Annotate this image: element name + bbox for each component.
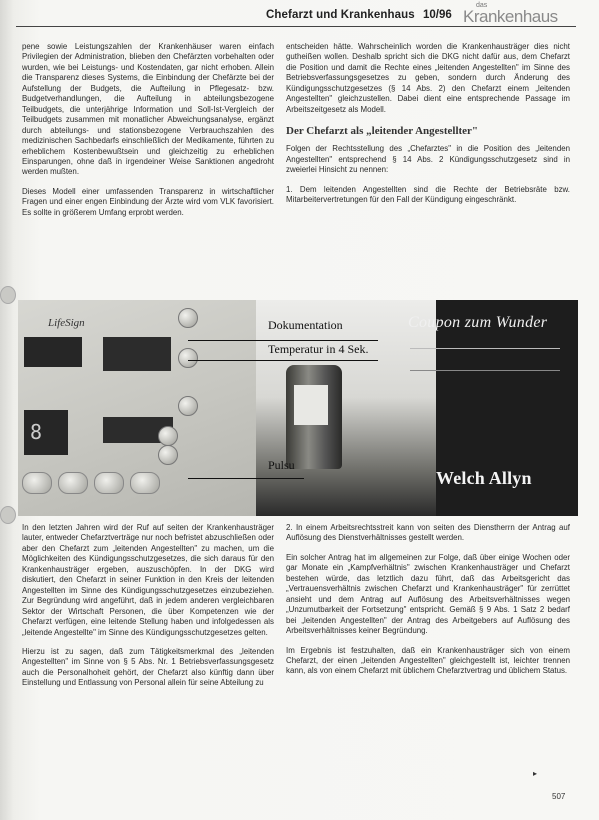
- end-mark: ▸: [533, 769, 538, 778]
- column-bottom-right: [286, 523, 570, 788]
- callout-pulse: Pulsu: [268, 458, 295, 472]
- probe-label: [294, 385, 328, 425]
- magazine-logo-prefix: das: [476, 2, 488, 9]
- device-button: [94, 472, 124, 494]
- paragraph: Dieses Modell einer umfassenden Transparenz in wirtschaftlicher Fragen und einer engen Einbindung der Ärzte wird vom VLK favorisiert. Es sollte in größerem Umfang erprobt werden.: [22, 186, 274, 217]
- paragraph: pene sowie Leistungszahlen der Krankenhäuser waren einfach Privilegien der Administration, blieben den Chefärzten vorbehalten oder wurden, wie bei Leistungs- und Kostendaten, gar nicht erhoben. Allein die Transparenz dieses Systems, die Einbindung der Chefärzte bei der Aufstellung der Budgets, die Aufteilung in Pflegesatz- bzw. Budgetverhandlungen, die Aufteilung in abteilungsbezogene Teilbudgets, die unterjährige Information und Soll-Ist-Vergleich der Teilbudgets zusammen mit monatlicher Abweichungsanalyse, ergänzt durch abteilungs- und stationsbezogene Verbrauchszahlen des medizinischen Sachbedarfs einschließlich der Medikamente, führten zu erheblichem Kostenbewußtsein und gleichzeitig zu erheblichen Einsparungen, ohne daß in irgendeiner Weise Sanktionen angedroht werden mußten.: [22, 42, 274, 177]
- callout-line: [188, 340, 378, 341]
- device-button: [22, 472, 52, 494]
- device-knob: [158, 426, 178, 446]
- device-knob: [178, 396, 198, 416]
- running-header-title: Chefarzt und Krankenhaus: [266, 9, 415, 21]
- paragraph: Hierzu ist zu sagen, daß zum Tätigkeitsmerkmal des „leitenden Angestellten" im Sinne von § 5 Abs. Nr. 1 Betriebsverfassungsgesetz auch die Personalhoheit gehört, der Chefarzt also künftig dann über Einstellung und Entlassung von Personal allein für seine Abteilung zu: [22, 646, 274, 688]
- paragraph: Im Ergebnis ist festzuhalten, daß ein Krankenhausträger sich von einem Chefarzt, der einen „leitenden Angestellten" gleichgestellt ist, leichter trennen kann, als von einem Chefarzt mit üblichem Chefarztvertrag und üblichem Status.: [286, 645, 570, 676]
- paragraph: Ein solcher Antrag hat im allgemeinen zur Folge, daß über einige Wochen oder gar Monate ein „Kampfverhältnis" zwischen Krankenhausträger und Chefarzt bestehen würde, das letztlich dazu führt, daß das Arbeitsgericht das „Vertrauensverhältnis zwischen Chefarzt und Krankenhausträger" für zerrüttet ansieht und dem Antrag auf Auflösung des Arbeitsverhältnisses wegen „Unzumutbarkeit der Fortsetzung" entspricht. Gemäß § 9 Abs. 1 Satz 2 bedarf bei „leitenden Angestellten" der Antrag des Arbeitgebers auf Auflösung des Arbeitsverhältnisses keiner Begründung.: [286, 552, 570, 636]
- paragraph: Folgen der Rechtsstellung des „Chefarztes" in die Position des „leitenden Angestellten" entsprechend § 14 Abs. 2 Kündigungsschutzgesetz sind in zweierlei Hinsicht zu nennen:: [286, 144, 570, 175]
- binder-punch-hole: [0, 506, 16, 524]
- callout-line: [188, 478, 304, 479]
- header-rule: [16, 26, 576, 27]
- page-number: 507: [552, 792, 566, 801]
- welch-allyn-logo: Welch Allyn: [436, 468, 532, 488]
- device-brand-label: LifeSign: [48, 317, 85, 329]
- column-top-right: [286, 42, 570, 292]
- paragraph: In den letzten Jahren wird der Ruf auf seiten der Krankenhausträger lauter, entweder Chefarztverträge nur noch befristet abzuschließen oder aber den Chefarzt zum „leitenden Angestellten" zu machen, um die Möglichkeiten des Kündigungsschutzgesetzes, die sich daraus für den Krankenhausträger ergeben, auszuschöpfen. In der DKG wird diskutiert, den Chefarzt in seiner Funktion in den Kreis der leitenden Angestellten im Sinne des Kündigungsschutzgesetzes einzubeziehen. Zur Begründung wird angeführt, daß in jedem anderen vergleichbaren Sektor der Wirtschaft Personen, die über Kompetenzen wie der Chefarzt verfügen, eine leitende Stellung haben und infolgedessen als „leitende Angestellte" im Sinne des Kündigungsschutzgesetzes gelten.: [22, 523, 274, 637]
- callout-documentation: Dokumentation: [268, 318, 343, 332]
- coupon-field-line: [410, 370, 560, 371]
- device-knob: [178, 348, 198, 368]
- monitor-device-image: [18, 300, 256, 516]
- callout-line: [188, 360, 378, 361]
- coupon-title: Coupon zum Wunder: [408, 314, 548, 331]
- column-bottom-left: [22, 523, 274, 788]
- coupon-field-line: [410, 348, 560, 349]
- device-display: [103, 337, 171, 371]
- paragraph: 2. In einem Arbeitsrechtsstreit kann von seiten des Dienstherrn der Antrag auf Auflösung des Dienstverhältnisses gestellt werden.: [286, 523, 570, 543]
- binder-punch-hole: [0, 286, 16, 304]
- device-digit-display: 8: [24, 410, 68, 455]
- advertisement: [18, 300, 578, 516]
- callout-temperature: Temperatur in 4 Sek.: [268, 342, 369, 356]
- device-knob: [158, 445, 178, 465]
- column-top-left: [22, 42, 274, 292]
- section-subheading: Der Chefarzt als „leitender Angestellter": [286, 125, 479, 138]
- device-button: [58, 472, 88, 494]
- paragraph: entscheiden hätte. Wahrscheinlich worden die Krankenhausträger dies nicht gutheißen wollen. Deshalb spricht sich die DKG nicht dafür aus, dem Chefarzt die Position und damit die Rechte eines „leitenden Angestellten" im Sinne des Betriebsverfassungsgesetzes zu geben, sondern durch Änderung des Kündigungsschutzgesetzes (§ 14 Abs. 2) den Chefarzt einem „leitenden Angestellten" gleichzustellen. Dabei dient eine entsprechende Passage im Arbeitszeitgesetz als Modell.: [286, 42, 570, 114]
- issue-number: 10/96: [423, 9, 452, 21]
- magazine-logo: Krankenhaus: [463, 7, 558, 26]
- device-button: [130, 472, 160, 494]
- device-display: [24, 337, 82, 367]
- device-knob: [178, 308, 198, 328]
- paragraph: 1. Dem leitenden Angestellten sind die Rechte der Betriebsräte bzw. Mitarbeitervertretungen für den Fall der Kündigung eingeschränkt.: [286, 184, 570, 204]
